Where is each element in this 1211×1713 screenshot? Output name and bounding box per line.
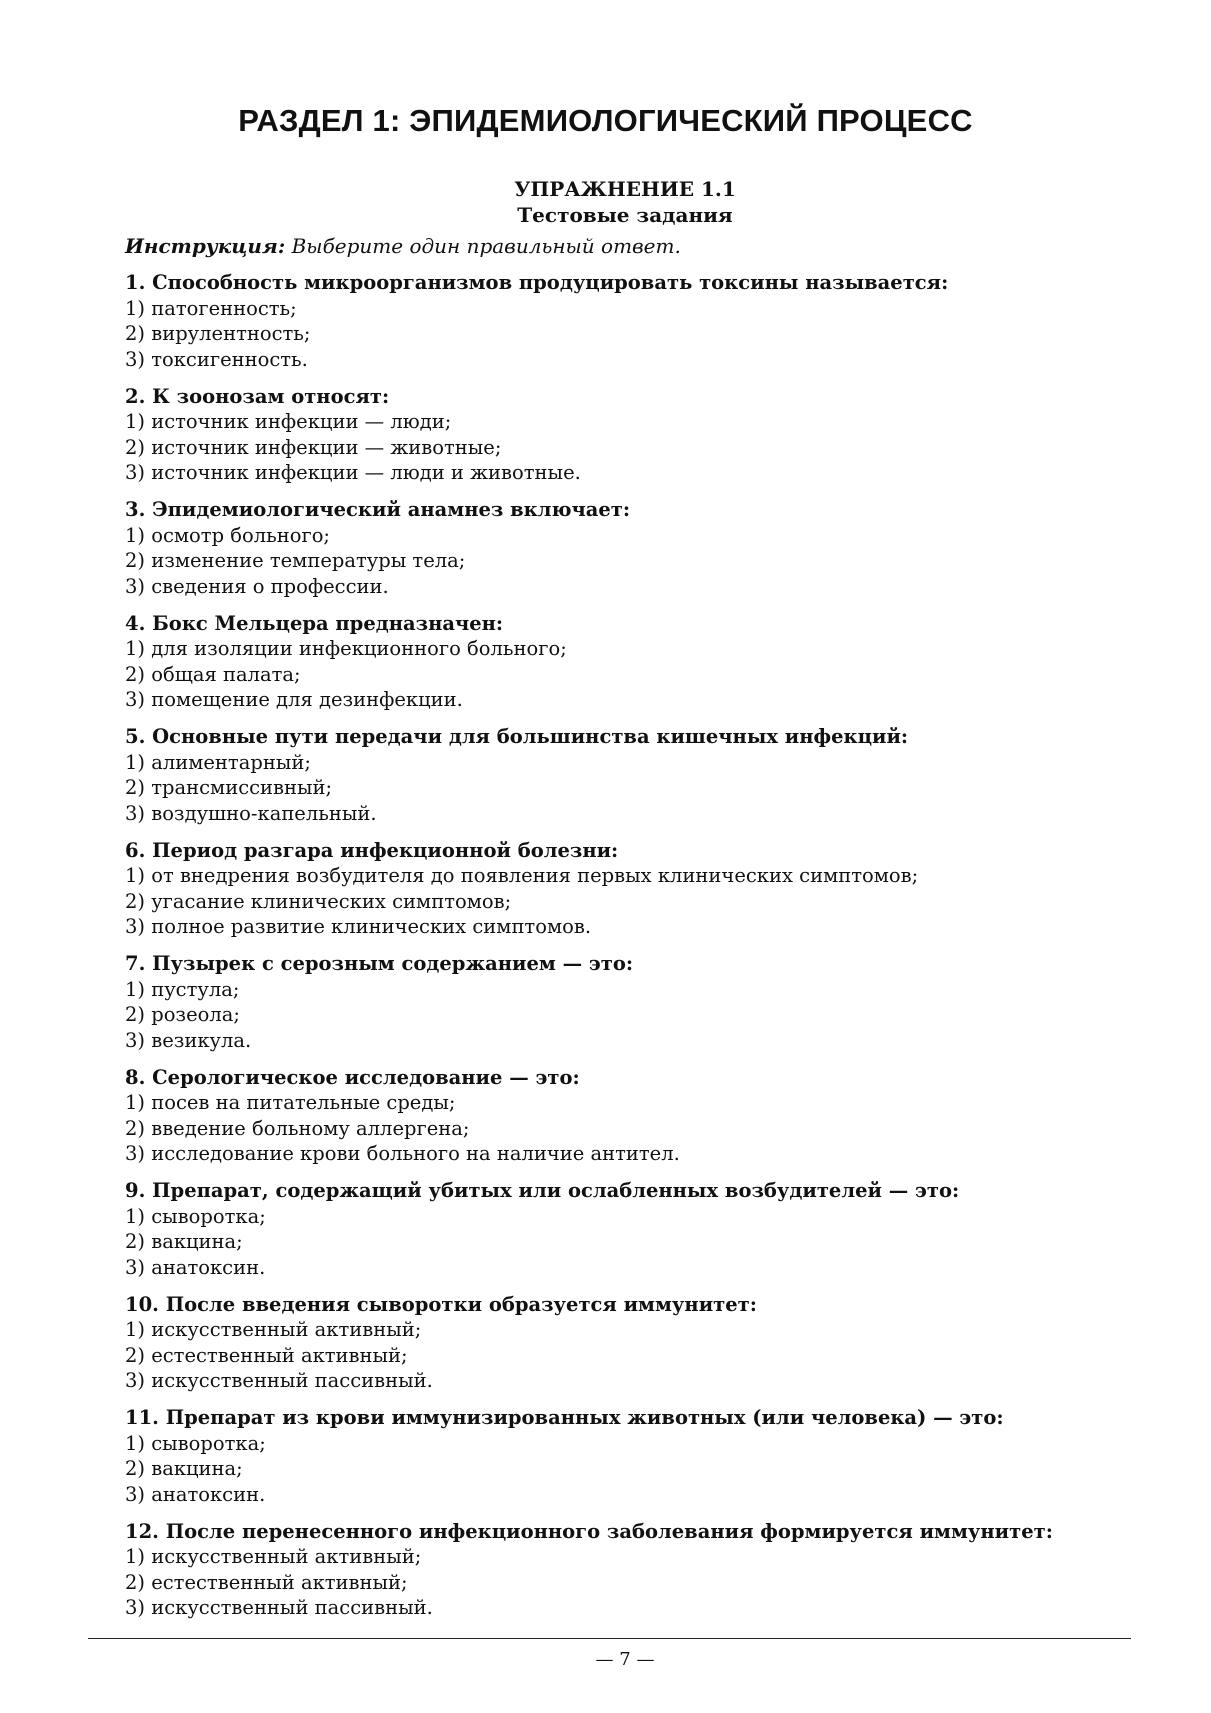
question-text: 5. Основные пути передачи для большинства кишечных инфекций:: [125, 725, 909, 748]
answer-option: 2) изменение температуры тела;: [125, 549, 466, 572]
answer-option: 2) общая палата;: [125, 662, 301, 686]
answer-option: 3) воздушно-капельный.: [125, 801, 377, 825]
answer-option: 2) естественный активный;: [125, 1343, 408, 1367]
answer-option: 1) осмотр больного;: [125, 523, 330, 547]
question-block: [125, 1065, 1125, 1167]
answer-option: 1) для изоляции инфекционного больного;: [125, 637, 567, 660]
answer-option: 2) введение больному аллергена;: [125, 1116, 470, 1140]
question-text: 8. Серологическое исследование — это:: [125, 1065, 580, 1089]
answer-option: 3) полное развитие клинических симптомов.: [125, 915, 592, 938]
exercise-subtitle: Тестовые задания: [517, 203, 733, 227]
question-list: [125, 270, 1125, 1632]
answer-option: 1) от внедрения возбудителя до появления первых клинических симптомов;: [125, 864, 919, 887]
question-block: [125, 1292, 1125, 1394]
answer-option: 3) токсигенность.: [125, 347, 308, 371]
question-text: 3. Эпидемиологический анамнез включает:: [125, 498, 631, 521]
question-block: [125, 951, 1125, 1053]
page-number: — 7 —: [595, 1649, 655, 1670]
answer-option: 3) искусственный пассивный.: [125, 1369, 433, 1392]
answer-option: 2) трансмиссивный;: [125, 776, 333, 799]
answer-option: 2) угасание клинических симптомов;: [125, 889, 512, 913]
answer-option: 1) алиментарный;: [125, 750, 311, 774]
question-block: [125, 611, 1125, 713]
section-title: РАЗДЕЛ 1: ЭПИДЕМИОЛОГИЧЕСКИЙ ПРОЦЕСС: [238, 103, 973, 138]
question-text: 11. Препарат из крови иммунизированных животных (или человека) — это:: [125, 1406, 1004, 1429]
question-block: [125, 1178, 1125, 1280]
answer-option: 3) сведения о профессии.: [125, 574, 389, 598]
footer-divider: [88, 1638, 1131, 1639]
answer-option: 2) вирулентность;: [125, 322, 311, 345]
answer-option: 1) посев на питательные среды;: [125, 1091, 456, 1114]
answer-option: 1) пустула;: [125, 977, 240, 1001]
question-block: [125, 838, 1125, 940]
answer-option: 3) помещение для дезинфекции.: [125, 688, 463, 711]
answer-option: 3) везикула.: [125, 1028, 252, 1052]
instruction-label: Инструкция:: [125, 234, 286, 258]
instruction: [125, 232, 681, 260]
answer-option: 1) искусственный активный;: [125, 1545, 422, 1568]
question-block: [125, 270, 1125, 372]
question-text: 7. Пузырек с серозным содержанием — это:: [125, 952, 634, 975]
question-text: 9. Препарат, содержащий убитых или ослабленных возбудителей — это:: [125, 1179, 960, 1202]
question-block: [125, 1519, 1125, 1621]
exercise-title: УПРАЖНЕНИЕ 1.1: [514, 177, 736, 201]
question-block: [125, 1405, 1125, 1507]
answer-option: 3) исследование крови больного на наличие антител.: [125, 1142, 680, 1165]
answer-option: 1) патогенность;: [125, 296, 297, 320]
answer-option: 3) анатоксин.: [125, 1255, 266, 1279]
question-block: [125, 497, 1125, 599]
answer-option: 2) естественный активный;: [125, 1570, 408, 1594]
answer-option: 1) источник инфекции — люди;: [125, 410, 452, 433]
question-text: 2. К зоонозам относят:: [125, 384, 390, 408]
answer-option: 3) анатоксин.: [125, 1482, 266, 1506]
question-block: [125, 384, 1125, 486]
question-text: 10. После введения сыворотки образуется иммунитет:: [125, 1292, 757, 1316]
answer-option: 2) вакцина;: [125, 1230, 243, 1253]
answer-option: 3) искусственный пассивный.: [125, 1596, 433, 1619]
question-text: 12. После перенесенного инфекционного заболевания формируется иммунитет:: [125, 1519, 1053, 1543]
instruction-text: Выберите один правильный ответ.: [285, 234, 681, 258]
question-text: 4. Бокс Мельцера предназначен:: [125, 611, 504, 635]
question-block: [125, 724, 1125, 826]
answer-option: 2) розеола;: [125, 1003, 240, 1026]
answer-option: 3) источник инфекции — люди и животные.: [125, 461, 581, 484]
answer-option: 1) сыворотка;: [125, 1204, 266, 1228]
answer-option: 1) сыворотка;: [125, 1431, 266, 1455]
question-text: 1. Способность микроорганизмов продуцировать токсины называется:: [125, 271, 949, 294]
question-text: 6. Период разгара инфекционной болезни:: [125, 838, 619, 862]
answer-option: 2) источник инфекции — животные;: [125, 435, 502, 459]
answer-option: 1) искусственный активный;: [125, 1318, 422, 1341]
answer-option: 2) вакцина;: [125, 1457, 243, 1480]
